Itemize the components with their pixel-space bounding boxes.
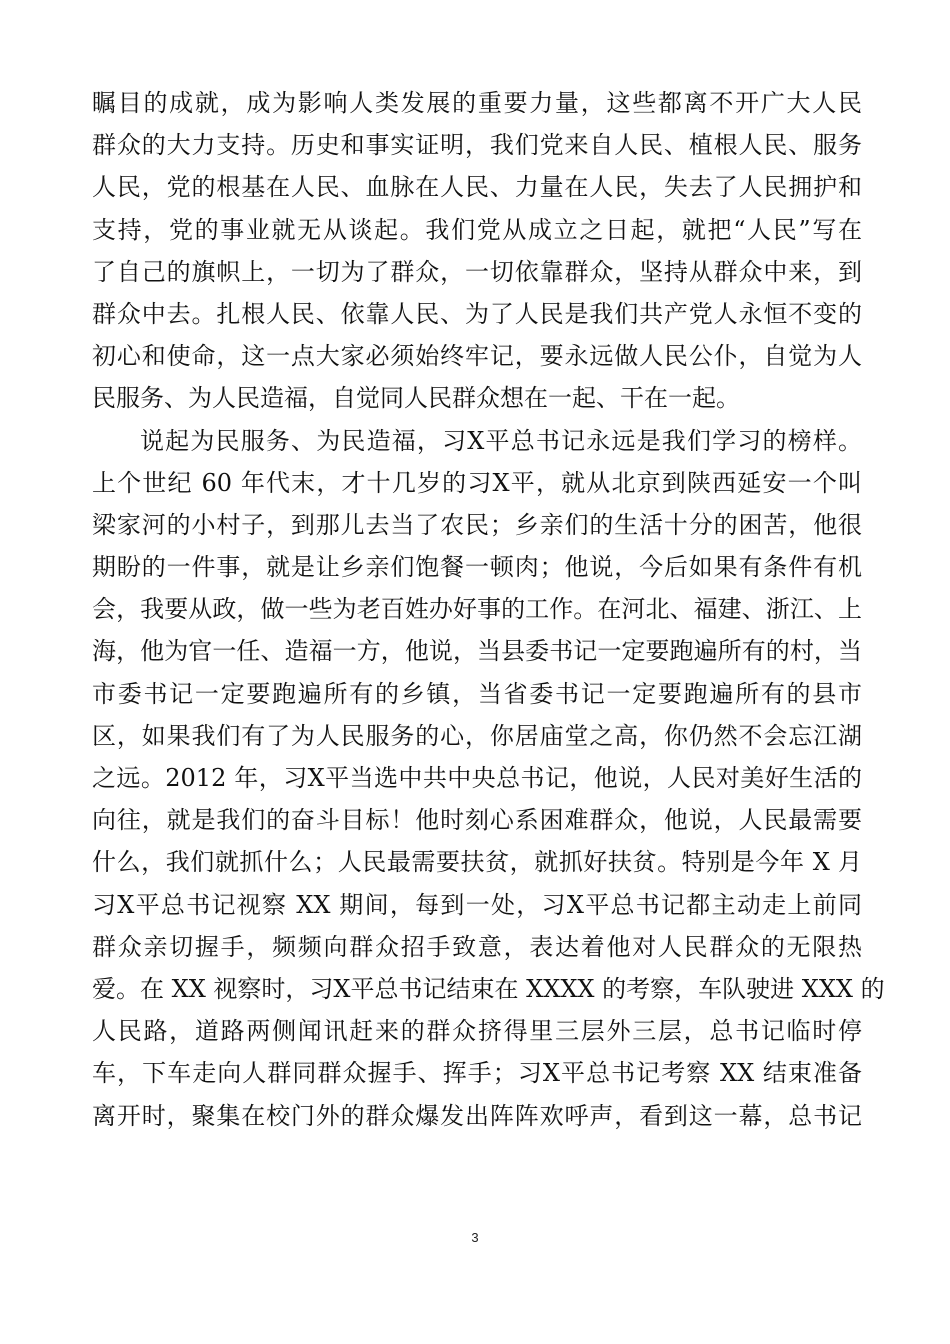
text-line: 支持，党的事业就无从谈起。我们党从成立之日起，就把“人民”写在	[92, 215, 862, 244]
text-line: 梁家河的小村子，到那儿去当了农民；乡亲们的生活十分的困苦，他很	[92, 510, 862, 539]
body-text	[92, 82, 885, 1137]
text-line: 群众中去。扎根人民、依靠人民、为了人民是我们共产党人永恒不变的	[92, 299, 862, 328]
page-number: 3	[471, 1230, 479, 1245]
text-line: 了自己的旗帜上，一切为了群众，一切依靠群众，坚持从群众中来，到	[92, 257, 862, 286]
text-line: 习X平总书记视察 XX 期间，每到一处，习X平总书记都主动走上前同	[92, 890, 862, 919]
text-line: 初心和使命，这一点大家必须始终牢记，要永远做人民公仆，自觉为人	[92, 342, 862, 371]
text-line: 市委书记一定要跑遍所有的乡镇，当省委书记一定要跑遍所有的县市	[92, 679, 862, 708]
paragraph	[92, 82, 862, 420]
text-line: 海，他为官一任、造福一方，他说，当县委书记一定要跑遍所有的村，当	[92, 637, 862, 666]
text-line: 什么，我们就抓什么；人民最需要扶贫，就抓好扶贫。特别是今年 X 月	[92, 848, 862, 877]
text-line: 群众亲切握手，频频向群众招手致意，表达着他对人民群众的无限热	[92, 932, 862, 961]
text-line: 人民，党的根基在人民、血脉在人民、力量在人民，失去了人民拥护和	[92, 173, 862, 202]
text-line: 爱。在 XX 视察时，习X平总书记结束在 XXXX 的考察，车队驶进 XXX 的	[92, 974, 885, 1003]
text-line: 说起为民服务、为民造福，习X平总书记永远是我们学习的榜样。	[140, 426, 862, 455]
paragraph	[92, 420, 885, 1137]
text-line: 群众的大力支持。历史和事实证明，我们党来自人民、植根人民、服务	[92, 131, 862, 160]
text-line: 瞩目的成就，成为影响人类发展的重要力量，这些都离不开广大人民	[92, 89, 862, 117]
text-line: 车，下车走向人群同群众握手、挥手；习X平总书记考察 XX 结束准备	[92, 1059, 862, 1088]
text-line: 会，我要从政，做一些为老百姓办好事的工作。在河北、福建、浙江、上	[92, 595, 862, 624]
text-line: 向往，就是我们的奋斗目标！他时刻心系困难群众，他说，人民最需要	[92, 806, 862, 835]
text-line: 人民路，道路两侧闻讯赶来的群众挤得里三层外三层，总书记临时停	[92, 1017, 862, 1046]
text-line: 民服务、为人民造福，自觉同人民群众想在一起、干在一起。	[92, 384, 740, 413]
text-line: 期盼的一件事，就是让乡亲们饱餐一顿肉；他说，今后如果有条件有机	[92, 553, 862, 582]
text-line: 上个世纪 60 年代末，才十几岁的习X平，就从北京到陕西延安一个叫	[92, 468, 862, 497]
text-line: 之远。2012 年，习X平当选中共中央总书记，他说，人民对美好生活的	[92, 764, 862, 792]
text-line: 区，如果我们有了为人民服务的心，你居庙堂之高，你仍然不会忘江湖	[92, 721, 862, 750]
text-line: 离开时，聚集在校门外的群众爆发出阵阵欢呼声，看到这一幕，总书记	[92, 1101, 862, 1130]
